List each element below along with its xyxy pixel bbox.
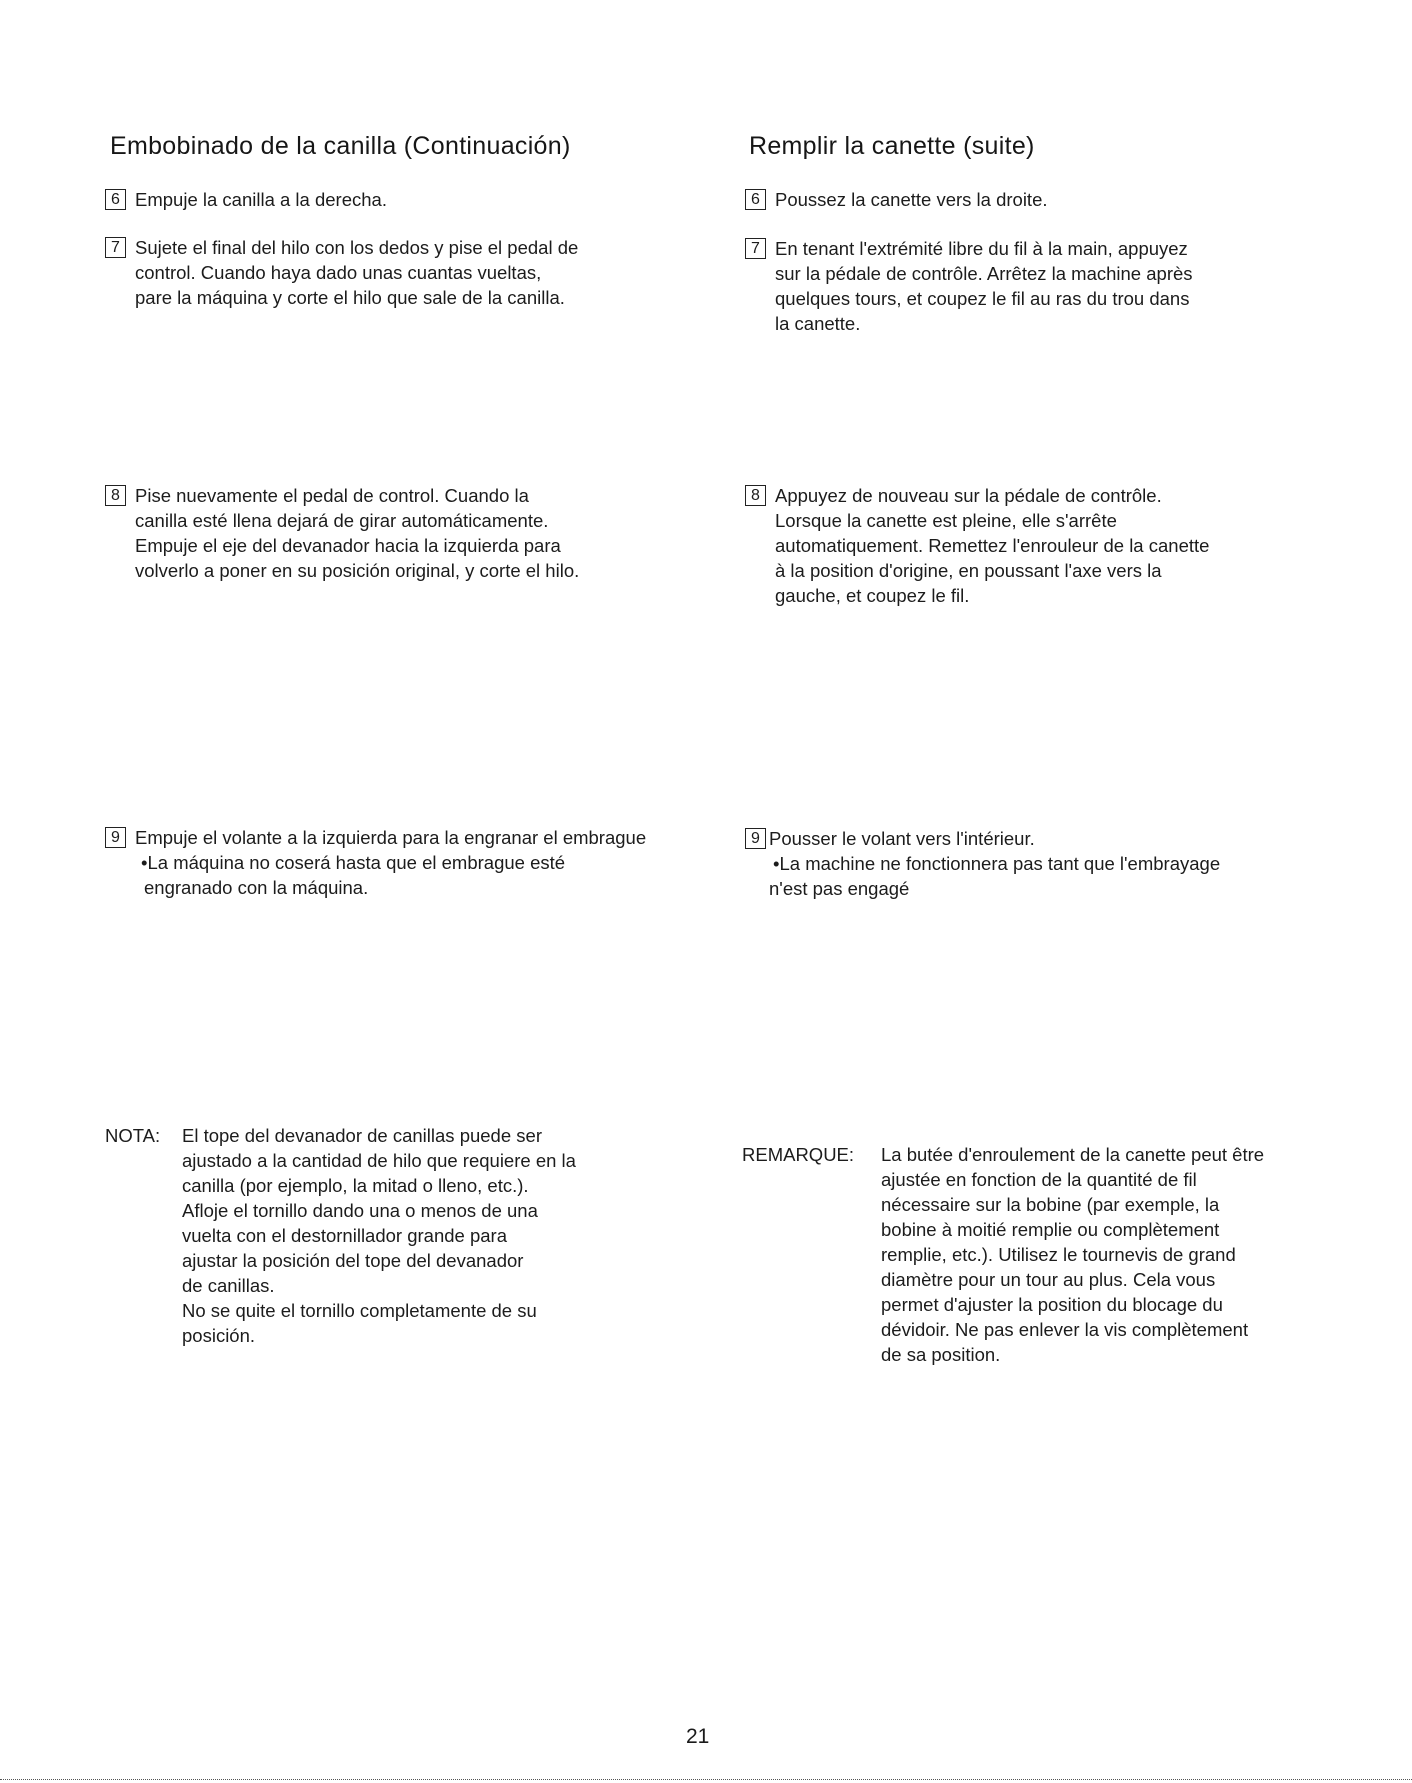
note-label-fr: REMARQUE: — [742, 1144, 855, 1165]
step-9-fr-line-1: Pousser le volant vers l'intérieur. — [769, 828, 1035, 849]
step-9-es-line-1: Empuje el volante a la izquierda para la engranar el embrague — [135, 827, 647, 848]
step-9-fr-line-3: n'est pas engagé — [769, 878, 910, 899]
step-9-es-note: •La máquina no coserá hasta que el embrague esté — [141, 852, 566, 873]
step-7-fr-line-3: quelques tours, et coupez le fil au ras du trou dans — [775, 288, 1190, 309]
step-7-fr-line-2: sur la pédale de contrôle. Arrêtez la machine après — [775, 263, 1193, 284]
note-es-line-6: ajustar la posición del tope del devanador — [182, 1250, 524, 1271]
note-label-es: NOTA: — [105, 1125, 161, 1146]
step-8-fr-line-2: Lorsque la canette est pleine, elle s'arrête — [775, 510, 1117, 531]
step-6-fr-line-1: Poussez la canette vers la droite. — [775, 189, 1048, 210]
note-es-line-5: vuelta con el destornillador grande para — [182, 1225, 507, 1246]
note-es-line-1: El tope del devanador de canillas puede ser — [182, 1125, 542, 1146]
bottom-border — [0, 1779, 1412, 1780]
step-8-fr-line-1: Appuyez de nouveau sur la pédale de contrôle. — [775, 485, 1162, 506]
note-es-line-2: ajustado a la cantidad de hilo que requiere en la — [182, 1150, 576, 1171]
step-8-fr-line-5: gauche, et coupez le fil. — [775, 585, 970, 606]
note-fr-line-8: dévidoir. Ne pas enlever la vis complètement — [881, 1319, 1249, 1340]
note-fr-line-3: nécessaire sur la bobine (par exemple, la — [881, 1194, 1220, 1215]
step-number-7-es: 7 — [105, 237, 126, 258]
step-7-es-line-1: Sujete el final del hilo con los dedos y pise el pedal de — [135, 237, 579, 258]
step-8-es-line-3: Empuje el eje del devanador hacia la izquierda para — [135, 535, 561, 556]
note-fr-line-2: ajustée en fonction de la quantité de fil — [881, 1169, 1197, 1190]
step-number-6-fr: 6 — [745, 189, 766, 210]
note-fr-line-9: de sa position. — [881, 1344, 1001, 1365]
note-fr-line-1: La butée d'enroulement de la canette peut être — [881, 1144, 1265, 1165]
step-8-fr-line-3: automatiquement. Remettez l'enrouleur de la canette — [775, 535, 1210, 556]
step-8-fr-line-4: à la position d'origine, en poussant l'axe vers la — [775, 560, 1162, 581]
note-fr-line-5: remplie, etc.). Utilisez le tournevis de grand — [881, 1244, 1236, 1265]
note-fr-line-6: diamètre pour un tour au plus. Cela vous — [881, 1269, 1216, 1290]
step-7-fr-line-4: la canette. — [775, 313, 861, 334]
note-fr-line-7: permet d'ajuster la position du blocage du — [881, 1294, 1223, 1315]
step-number-7-fr: 7 — [745, 238, 766, 259]
note-es-line-7: de canillas. — [182, 1275, 275, 1296]
step-number-8-es: 8 — [105, 485, 126, 506]
step-7-es-line-2: control. Cuando haya dado unas cuantas vueltas, — [135, 262, 542, 283]
step-number-6-es: 6 — [105, 189, 126, 210]
step-8-es-line-2: canilla esté llena dejará de girar automáticamente. — [135, 510, 549, 531]
step-7-fr-line-1: En tenant l'extrémité libre du fil à la main, appuyez — [775, 238, 1188, 259]
step-9-es-line-3: engranado con la máquina. — [144, 877, 369, 898]
note-fr-line-4: bobine à moitié remplie ou complètement — [881, 1219, 1220, 1240]
step-8-es-line-1: Pise nuevamente el pedal de control. Cuando la — [135, 485, 529, 506]
section-heading-fr: Remplir la canette (suite) — [749, 132, 1035, 160]
step-number-9-es: 9 — [105, 827, 126, 848]
note-es-line-4: Afloje el tornillo dando una o menos de una — [182, 1200, 538, 1221]
step-8-es-line-4: volverlo a poner en su posición original, y corte el hilo. — [135, 560, 580, 581]
step-6-es-line-1: Empuje la canilla a la derecha. — [135, 189, 387, 210]
section-heading-es: Embobinado de la canilla (Continuación) — [110, 132, 571, 160]
note-es-line-3: canilla (por ejemplo, la mitad o lleno, etc.). — [182, 1175, 529, 1196]
page-number: 21 — [686, 1725, 710, 1748]
note-es-line-9: posición. — [182, 1325, 256, 1346]
step-number-8-fr: 8 — [745, 485, 766, 506]
step-number-9-fr: 9 — [745, 828, 766, 849]
step-9-fr-note: •La machine ne fonctionnera pas tant que l'embrayage — [773, 853, 1221, 874]
step-7-es-line-3: pare la máquina y corte el hilo que sale de la canilla. — [135, 287, 565, 308]
note-es-line-8: No se quite el tornillo completamente de su — [182, 1300, 537, 1321]
